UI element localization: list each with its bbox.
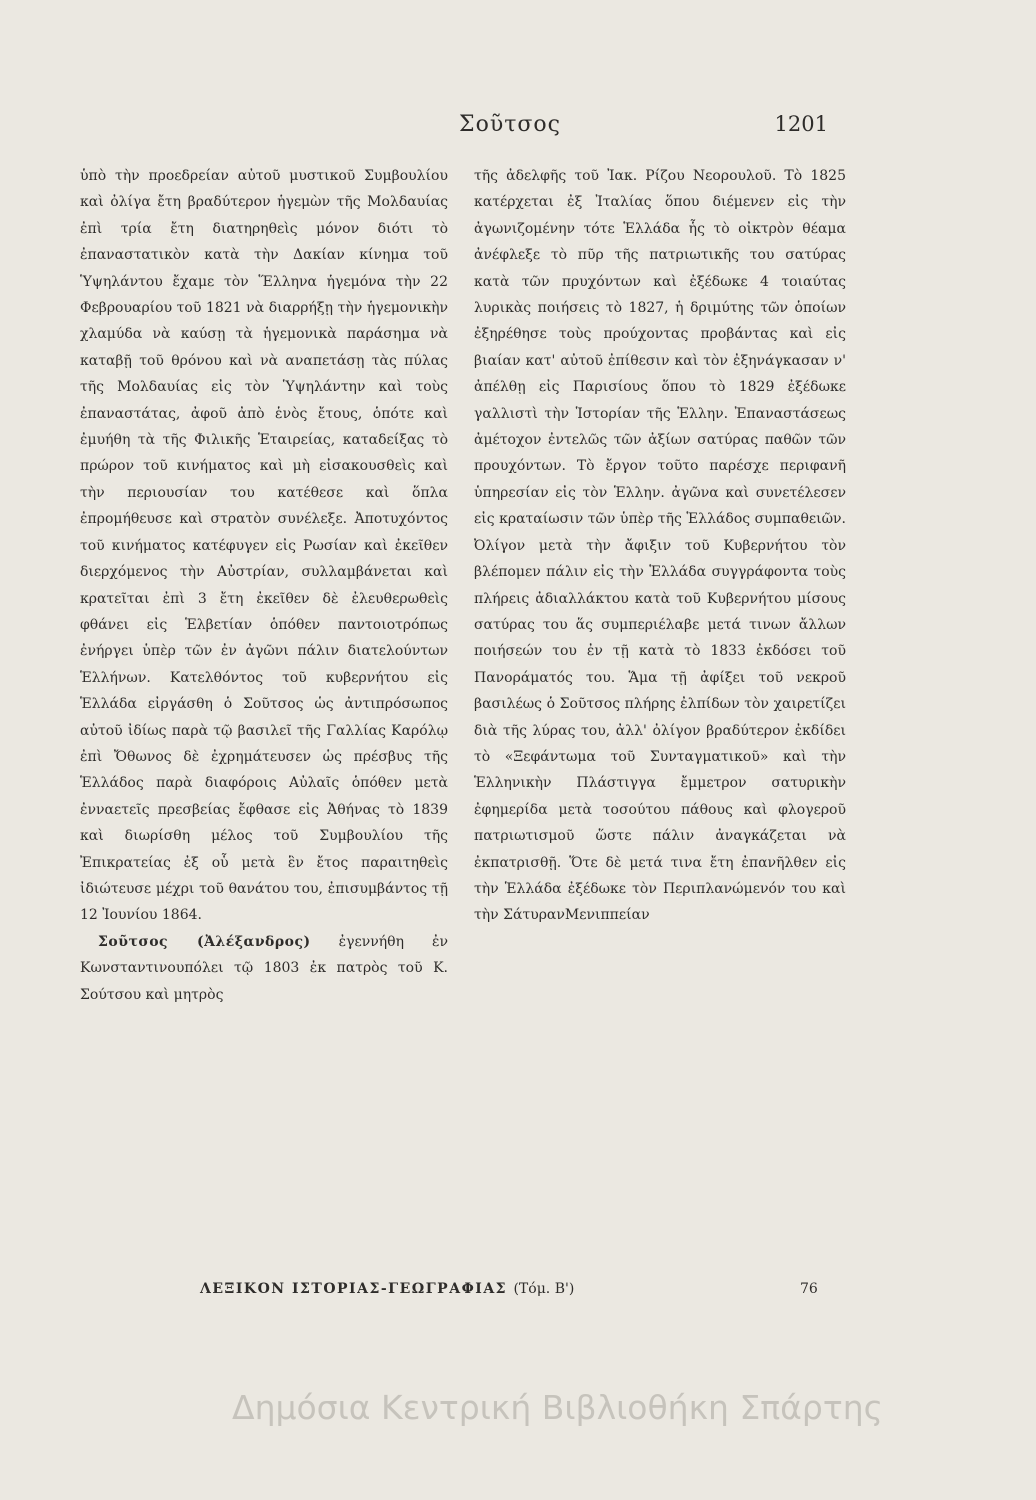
entry-text: ἐγεννήθη ἐν Κωνσταντινουπόλει τῷ 1803 ἐκ πατρὸς τοῦ Κ. Σούτσου καὶ μητρὸς: [80, 933, 448, 1003]
page-header: [200, 112, 828, 146]
right-paragraph: τῆς ἀδελφῆς τοῦ Ἰακ. Ρίζου Νεορουλοῦ. Τὸ 1825 κατέρχεται ἐξ Ἰταλίας ὅπου διέμενεν εἰς τὴν ἀγωνιζομένην τότε Ἑλλάδα ἧς τὸ οἰκτρὸν θέαμα ἀνέφλεξε τὸ πῦρ τῆς πατριωτικῆς του σατύρας κατὰ τῶν πρυχόντων καὶ ἐξέδωκε 4 τοιαύτας λυρικὰς ποιήσεις τὸ 1827, ἡ δριμύτης τῶν ὁποίων ἐξηρέθησε τοὺς προύχοντας προβάντας καὶ εἰς βιαίαν κατ' αὐτοῦ ἐπίθεσιν καὶ τὸν ἐξηνάγκασαν ν' ἀπέλθῃ εἰς Παρισίους ὅπου τὸ 1829 ἐξέδωκε γαλλιστὶ τὴν Ἱστορίαν τῆς Ἑλλην. Ἐπαναστάσεως ἀμέτοχον ἐντελῶς τῶν ἀξίων σατύρας παθῶν τῶν προυχόντων. Τὸ ἔργον τοῦτο παρέσχε περιφανῆ ὑπηρεσίαν εἰς τὸν Ἑλλην. ἀγῶνα καὶ συνετέλεσεν εἰς κραταίωσιν τῶν ὑπὲρ τῆς Ἑλλάδος συμπαθειῶν. Ὀλίγον μετὰ τὴν ἄφιξιν τοῦ Κυβερνήτου τὸν βλέπομεν πάλιν εἰς τὴν Ἑλλάδα συγγράφοντα τοὺς πλήρεις ἀδιαλλάκτου κατὰ τοῦ Κυβερνήτου μίσους σατύρας του ἅς συμπεριέλαβε μετά τινων ἄλλων ποιήσεών του ἐν τῇ κατὰ τὸ 1833 ἐκδόσει τοῦ Πανοράματός του. Ἅμα τῇ ἀφίξει τοῦ νεκροῦ βασιλέως ὁ Σοῦτσος πλήρης ἐλπίδων τὸν χαιρετίζει διὰ τῆς λύρας του, ἀλλ' ὀλίγον βραδύτερον ἐκδίδει τὸ «Ξεφάντωμα τοῦ Συνταγματικοῦ» καὶ τὴν Ἑλληνικὴν Πλάστιγγα ἔμμετρον σατυρικὴν ἐφημερίδα μετὰ τοσούτου πάθους καὶ φλογεροῦ πατριωτισμοῦ ὥστε πάλιν ἀναγκάζεται νὰ ἐκπατρισθῇ. Ὅτε δὲ μετά τινα ἔτη ἐπανῆλθεν εἰς τὴν Ἑλλάδα ἐξέδωκε τὸν Περιπλανώμενόν του καὶ τὴν ΣάτυρανΜενιππείαν: [474, 168, 846, 924]
dictionary-entry: [80, 929, 448, 1008]
signature-number: 76: [800, 1281, 818, 1297]
volume-label: (Τόμ. Β'): [513, 1281, 575, 1297]
entry-headword: Σοῦτσος (Ἀλέξανδρος): [98, 933, 311, 950]
left-column: [80, 163, 448, 1283]
running-title: Σοῦτσος: [459, 112, 561, 137]
page-number: 1201: [774, 112, 828, 136]
left-paragraph: ὑπὸ τὴν προεδρείαν αὐτοῦ μυστικοῦ Συμβουλίου καὶ ὀλίγα ἔτη βραδύτερον ἡγεμὼν τῆς Μολδαυίας ἐπὶ τρία ἔτη διατηρηθεὶς μόνον διότι τὸ ἐπαναστατικὸν κατὰ τὴν Δακίαν κίνημα τοῦ Ὑψηλάντου ἔχαμε τὸν Ἕλληνα ἡγεμόνα τὴν 22 Φεβρουαρίου τοῦ 1821 νὰ διαρρήξῃ τὴν ἡγεμονικὴν χλαμύδα νὰ καύσῃ τὰ ἡγεμονικὰ παράσημα νὰ καταβῇ τοῦ θρόνου καὶ νὰ αναπετάσῃ τὰς πύλας τῆς Μολδαυίας εἰς τὸν Ὑψηλάντην καὶ τοὺς ἐπαναστάτας, ἀφοῦ ἀπὸ ἑνὸς ἔτους, ὁπότε καὶ ἐμυήθη τὰ τῆς Φιλικῆς Ἑταιρείας, καταδείξας τὸ πρώρον τοῦ κινήματος καὶ μὴ εἰσακουσθεὶς καὶ τὴν περιουσίαν του κατέθεσε καὶ ὅπλα ἐπρομήθευσε καὶ στρατὸν συνέλεξε. Ἀποτυχόντος τοῦ κινήματος κατέφυγεν εἰς Ρωσίαν καὶ ἐκεῖθεν διερχόμενος τὴν Αὐστρίαν, συλλαμβάνεται καὶ κρατεῖται ἐπὶ 3 ἔτη ἐκεῖθεν δὲ ἐλευθερωθεὶς φθάνει εἰς Ἑλβετίαν ὁπόθεν παντοιοτρόπως ἐνήργει ὑπὲρ τῶν ἐν ἀγῶνι πάλιν διατελούντων Ἑλλήνων. Κατελθόντος τοῦ κυβερνήτου εἰς Ἑλλάδα εἰργάσθη ὁ Σοῦτσος ὡς ἀντιπρόσωπος αὐτοῦ ἰδίως παρὰ τῷ βασιλεῖ τῆς Γαλλίας Καρόλῳ ἐπὶ Ὄθωνος δὲ ἐχρημάτευσεν ὡς πρέσβυς τῆς Ἑλλάδος παρὰ διαφόροις Αὐλαῖς ὁπόθεν μετὰ ἐνναετεῖς πρεσβείας ἔφθασε εἰς Ἀθήνας τὸ 1839 καὶ διωρίσθη μέλος τοῦ Συμβουλίου τῆς Ἐπικρατείας ἐξ οὗ μετὰ ἓν ἔτος παραιτηθεὶς ἰδιώτευσε μέχρι τοῦ θανάτου του, ἐπισυμβάντος τῇ 12 Ἰουνίου 1864.: [80, 168, 448, 924]
right-column: [474, 163, 846, 1283]
publication-title: ΛΕΞΙΚΟΝ ΙΣΤΟΡΙΑΣ-ΓΕΩΓΡΑΦΙΑΣ: [200, 1281, 508, 1297]
library-watermark: Δημόσια Κεντρική Βιβλιοθήκη Σπάρτης: [232, 1388, 884, 1427]
page-footer: [200, 1281, 820, 1297]
